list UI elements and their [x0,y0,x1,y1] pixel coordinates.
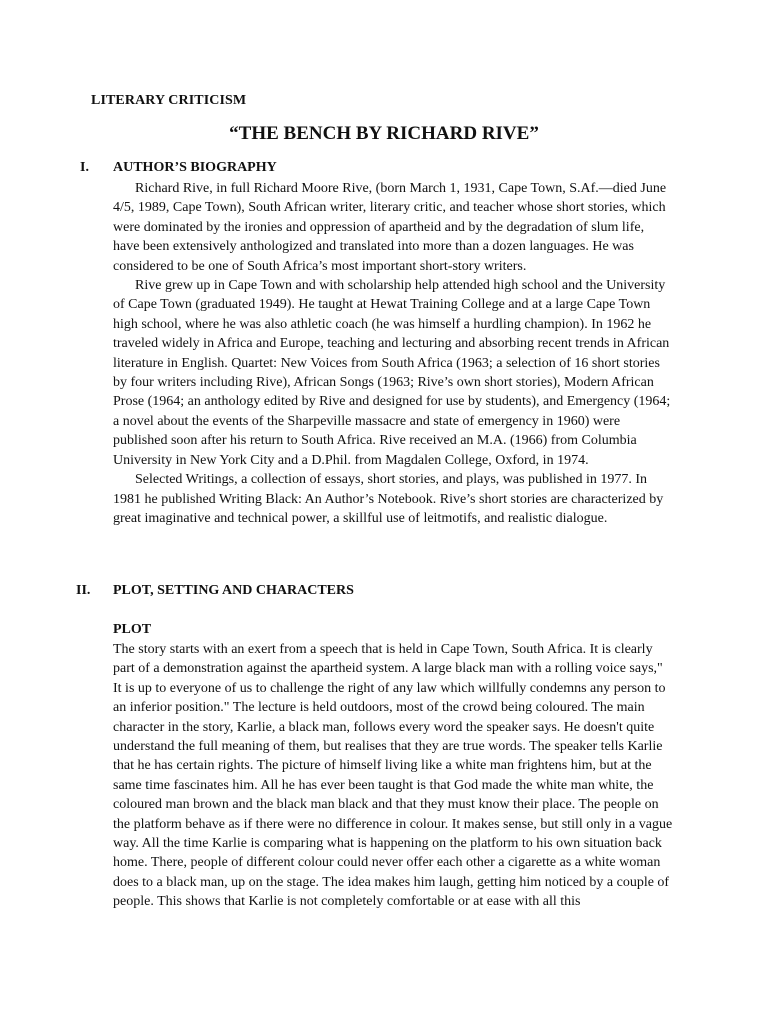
section-number-2: II. [76,583,91,598]
biography-paragraph-2: Rive grew up in Cape Town and with scholarship help attended high school and the University of Cape Town (graduated 1949). He taught at Hewat Training College and at a large Cape Town high school, where he was also athletic coach (he was himself a hurdling champion). In 1962 he traveled widely in Africa and Europe, teaching and lecturing and absorbing recent trends in African literature in English. Quartet: New Voices from South Africa (1963; a selection of 16 short stories by four writers including Rive), African Songs (1963; Rive’s own short stories), Modern African Prose (1964; an anthology edited by Rive and designed for use by students), and Emergency (1964; a novel about the events of the Sharpeville massacre and state of emergency in 1960) were published soon after his return to South Africa. Rive received an M.A. (1966) from Columbia University in New York City and a D.Phil. from Magdalen College, Oxford, in 1974. [113,278,671,468]
plot-paragraph-1: The story starts with an exert from a speech that is held in Cape Town, South Africa. It is clearly part of a demonstration against the apartheid system. A large black man with a rolling voice says," It is up to everyone of us to challenge the right of any law which willfully condemns any person to an inferior position." The lecture is held outdoors, most of the crowd being coloured. The main character in the story, Karlie, a black man, follows every word the speaker says. He doesn't quite understand the full meaning of them, but realises that they are true words. The speaker tells Karlie that he has certain rights. The picture of himself living like a white man frightens him, but at the same time fascinates him. All he has ever been taught is that God made the white man white, the coloured man brown and the black man black and that they must know their place. The people on the platform behave as if there were no difference in colour. It makes sense, but still only in a vague way. All the time Karlie is comparing what is happening on the platform to his own situation back home. There, people of different colour could never offer each other a cigarette as a white woman does to a black man, up on the stage. The idea makes him laugh, getting him noticed by a couple of people. This shows that Karlie is not completely comfortable or at ease with all this [113,642,673,910]
document-label: LITERARY CRITICISM [91,93,247,108]
biography-body [113,179,673,528]
biography-paragraph-1: Richard Rive, in full Richard Moore Rive, (born March 1, 1931, Cape Town, S.Af.—died June 4/5, 1989, Cape Town), South African writer, literary critic, and teacher whose short stories, which were dominated by the ironies and oppression of apartheid and by the degradation of slum life, have been extensively anthologized and translated into more than a dozen languages. He was considered to be one of South Africa’s most important short-story writers. [113,181,667,274]
subheading-plot: PLOT [113,622,152,637]
section-number-1: I. [80,160,89,175]
biography-paragraph-3: Selected Writings, a collection of essays, short stories, and plays, was published in 1977. In 1981 he published Writing Black: An Author’s Notebook. Rive’s short stories are characterized by great imaginative and technical power, a skillful use of leitmotifs, and realistic dialogue. [113,472,664,526]
section-heading-biography: AUTHOR’S BIOGRAPHY [113,160,277,175]
section-heading-plot-setting-characters: PLOT, SETTING AND CHARACTERS [113,583,354,598]
document-title: “THE BENCH BY RICHARD RIVE” [229,123,539,144]
plot-body [113,640,673,912]
